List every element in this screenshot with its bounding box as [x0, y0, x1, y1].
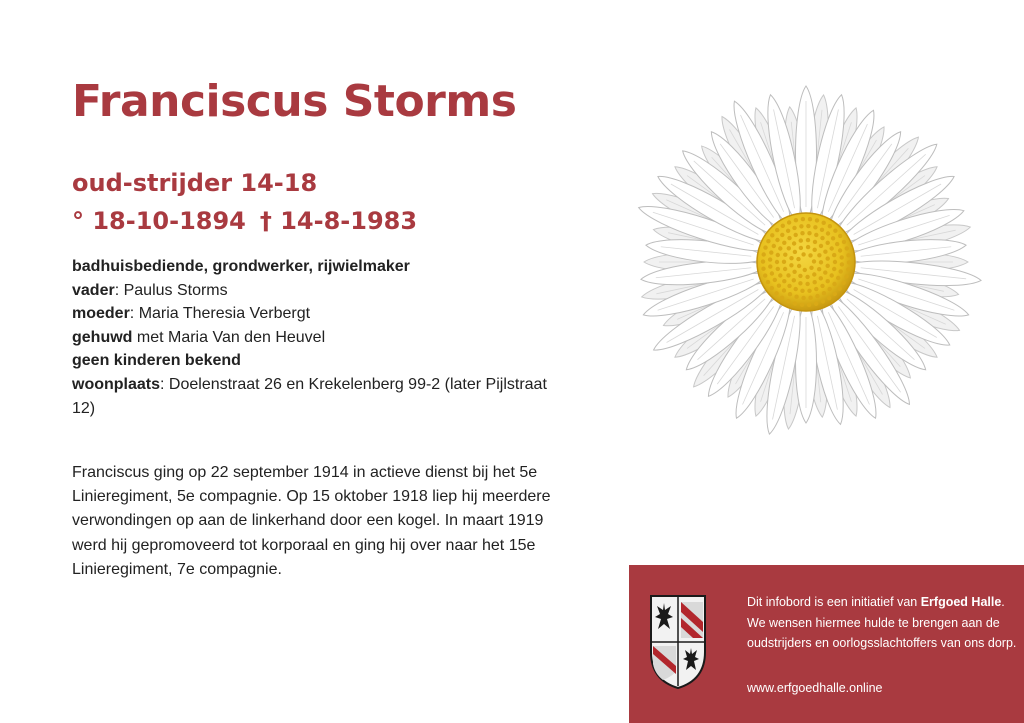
mother-row: [72, 302, 552, 326]
daisy-seed: [778, 273, 782, 277]
daisy-seed: [840, 255, 844, 259]
daisy-seed: [769, 250, 773, 254]
daisy-seed: [813, 280, 817, 284]
daisy-seed: [823, 270, 827, 274]
facts-list: [72, 255, 552, 420]
daisy-seed: [840, 262, 844, 266]
daisy-seed: [820, 284, 824, 288]
person-name: Franciscus Storms: [72, 76, 517, 127]
daisy-seed: [794, 287, 798, 291]
daisy-seed: [793, 301, 797, 305]
info-banner: [629, 565, 1024, 723]
residence-value: : Doelenstraat 26 en Krekelenberg 99-2 (later Pijlstraat 12): [72, 375, 547, 417]
daisy-seed: [815, 218, 819, 222]
daisy-seed: [782, 288, 786, 292]
daisy-seed: [819, 260, 823, 264]
role-label: oud-strijder 14-18: [72, 169, 318, 197]
banner-text: Dit infobord is een initiatief van Erfgoed Halle. We wensen hiermee hulde te brengen aan de oudstrijders en oorlogsslachtoffers van ons dorp.: [747, 595, 1017, 650]
daisy-seed: [799, 246, 803, 250]
daisy-seed: [774, 291, 778, 295]
daisy-seed: [807, 289, 811, 293]
father-row: [72, 279, 552, 303]
daisy-seed: [813, 240, 817, 244]
daisy-seed: [782, 279, 786, 283]
daisy-seed: [792, 241, 796, 245]
daisy-seed: [821, 299, 825, 303]
daisy-seed: [813, 248, 817, 252]
daisy-seed: [838, 234, 842, 238]
daisy-seed: [782, 260, 786, 264]
birth-date: ° 18-10-1894: [72, 207, 246, 235]
daisy-seed: [792, 278, 796, 282]
daisy-seed: [808, 253, 812, 257]
daisy-seed: [768, 264, 772, 268]
daisy-seed: [793, 250, 797, 254]
daisy-seed: [794, 295, 798, 299]
daisy-seed: [808, 296, 812, 300]
daisy-seed: [799, 224, 803, 228]
daisy-seed: [808, 217, 812, 221]
daisy-seed: [794, 218, 798, 222]
daisy-seed: [775, 260, 779, 264]
daisy-seed: [842, 240, 846, 244]
occupation: badhuisbediende, grondwerker, rijwielmaker: [72, 258, 410, 275]
daisy-seed: [787, 246, 791, 250]
daisy-seed: [770, 271, 774, 275]
daisy-seed: [833, 260, 837, 264]
daisy-seed: [770, 286, 774, 290]
daisy-seed: [846, 253, 850, 257]
married-label: gehuwd: [72, 328, 133, 346]
daisy-seed: [775, 228, 779, 232]
daisy-seed: [778, 246, 782, 250]
daisy-seed: [822, 291, 826, 295]
daisy-seed: [812, 259, 816, 263]
daisy-seed: [786, 229, 790, 233]
subtitle-block: [72, 164, 417, 240]
daisy-seed: [826, 279, 830, 283]
daisy-seed: [799, 238, 803, 242]
daisy-seed: [838, 248, 842, 252]
daisy-seed: [826, 241, 830, 245]
daisy-seed: [798, 274, 802, 278]
residence-row: [72, 373, 552, 420]
father-value: : Paulus Storms: [114, 281, 228, 299]
daisy-seed: [761, 267, 765, 271]
daisy-seed: [819, 276, 823, 280]
life-dates: [72, 202, 417, 240]
daisy-center: [757, 213, 855, 311]
story-paragraph: Franciscus ging op 22 september 1914 in actieve dienst bij het 5e Linieregiment, 5e compagnie. Op 15 oktober 1918 liep hij meerdere verwondingen op aan de linkerhand door een kogel. In maart 1919 werd hij gepromoveerd tot korporaal en ging hij over naar het 15e Linieregiment, 7e compagnie.: [72, 464, 551, 578]
daisy-seed: [801, 252, 805, 256]
daisy-seed: [768, 257, 772, 261]
daisy-seed: [770, 233, 774, 237]
daisy-seed: [832, 253, 836, 257]
daisy-seed: [817, 267, 821, 271]
daisy-seed: [820, 236, 824, 240]
daisy-seed: [830, 246, 834, 250]
daisy-seed: [839, 269, 843, 273]
daisy-seed: [828, 287, 832, 291]
daisy-seed: [775, 238, 779, 242]
daisy-seed: [783, 253, 787, 257]
daisy-seed: [828, 224, 832, 228]
org-name: Erfgoed Halle: [920, 595, 1002, 609]
daisy-seed: [832, 267, 836, 271]
daisy-seed: [761, 259, 765, 263]
daisy-seed: [781, 224, 785, 228]
daisy-seed: [805, 275, 809, 279]
coat-of-arms-icon: [649, 594, 707, 690]
father-label: vader: [72, 281, 115, 299]
daisy-seed: [798, 281, 802, 285]
daisy-seed: [773, 278, 777, 282]
married-row: [72, 326, 552, 350]
daisy-seed: [783, 267, 787, 271]
daisy-seed: [814, 302, 818, 306]
daisy-seed: [838, 287, 842, 291]
daisy-seed: [787, 236, 791, 240]
daisy-seed: [819, 244, 823, 248]
daisy-seed: [777, 284, 781, 288]
daisy-seed: [780, 296, 784, 300]
daisy-seed: [820, 228, 824, 232]
daisy-seed: [796, 257, 800, 261]
daisy-seed: [762, 252, 766, 256]
daisy-seed: [812, 272, 816, 276]
daisy-seed: [794, 233, 798, 237]
children-row: geen kinderen bekend: [72, 352, 241, 370]
daisy-seed: [806, 224, 810, 228]
daisy-seed: [800, 303, 804, 307]
mother-label: moeder: [72, 305, 130, 323]
daisy-seed: [833, 292, 837, 296]
daisy-seed: [830, 273, 834, 277]
daisy-seed: [827, 296, 831, 300]
daisy-seed: [800, 231, 804, 235]
daisy-illustration: [624, 80, 988, 444]
death-date: † 14-8-1983: [259, 207, 418, 235]
daisy-seed: [814, 287, 818, 291]
mother-value: : Maria Theresia Verbergt: [129, 305, 311, 323]
daisy-seed: [807, 303, 811, 307]
daisy-seed: [792, 270, 796, 274]
daisy-seed: [782, 241, 786, 245]
daisy-seed: [800, 289, 804, 293]
daisy-seed: [809, 266, 813, 270]
daisy-seed: [806, 238, 810, 242]
daisy-seed: [831, 236, 835, 240]
daisy-seed: [822, 221, 826, 225]
daisy-seed: [787, 284, 791, 288]
residence-label: woonplaats: [72, 375, 161, 393]
website-link[interactable]: www.erfgoedhalle.online: [747, 681, 883, 695]
daisy-seed: [788, 292, 792, 296]
daisy-seed: [814, 233, 818, 237]
daisy-seed: [786, 273, 790, 277]
daisy-seed: [832, 282, 836, 286]
daisy-seed: [846, 267, 850, 271]
daisy-seed: [805, 282, 809, 286]
daisy-seed: [845, 246, 849, 250]
daisy-seed: [780, 233, 784, 237]
daisy-seed: [826, 256, 830, 260]
daisy-seed: [776, 267, 780, 271]
daisy-seed: [835, 242, 839, 246]
daisy-seed: [841, 281, 845, 285]
daisy-seed: [801, 296, 805, 300]
daisy-seed: [844, 274, 848, 278]
daisy-seed: [815, 294, 819, 298]
daisy-seed: [833, 229, 837, 233]
daisy-seed: [766, 280, 770, 284]
daisy-seed: [813, 225, 817, 229]
daisy-seed: [792, 226, 796, 230]
daisy-seed: [763, 273, 767, 277]
daisy-seed: [836, 276, 840, 280]
daisy-seed: [807, 231, 811, 235]
daisy-seed: [823, 250, 827, 254]
daisy-seed: [847, 260, 851, 264]
daisy-seed: [797, 264, 801, 268]
daisy-seed: [826, 264, 830, 268]
daisy-seed: [763, 245, 767, 249]
daisy-seed: [806, 245, 810, 249]
daisy-seed: [766, 239, 770, 243]
daisy-seed: [803, 268, 807, 272]
daisy-seed: [776, 253, 780, 257]
daisy-seed: [772, 244, 776, 248]
daisy-seed: [786, 299, 790, 303]
daisy-seed: [801, 217, 805, 221]
daisy-seed: [817, 253, 821, 257]
daisy-seed: [787, 220, 791, 224]
daisy-seed: [789, 256, 793, 260]
daisy-seed: [789, 263, 793, 267]
married-value: met Maria Van den Heuvel: [132, 328, 326, 346]
daisy-seed: [826, 231, 830, 235]
